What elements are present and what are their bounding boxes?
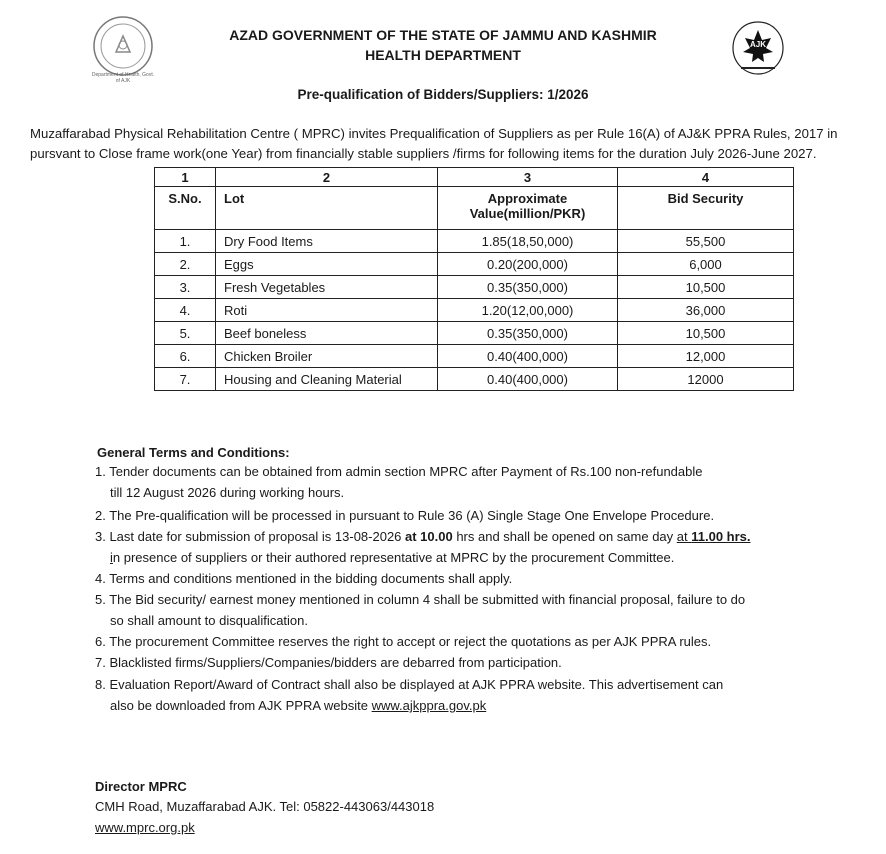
- term-5: [95, 589, 825, 631]
- term-3-text-mid: hrs and shall be opened on same day: [452, 529, 677, 544]
- value-cell: 0.35(350,000): [438, 322, 618, 345]
- table-row: [155, 368, 794, 391]
- table-row: [155, 299, 794, 322]
- security-cell: 10,500: [618, 276, 794, 299]
- term-8-line-2: [95, 695, 825, 716]
- term-7: 7. Blacklisted firms/Suppliers/Companies/bidders are debarred from participation.: [95, 655, 562, 670]
- lot-cell: Dry Food Items: [216, 230, 438, 253]
- sno-cell: 3.: [155, 276, 216, 299]
- seal-caption: Department of Health, Govt. of AJK: [91, 72, 155, 84]
- security-cell: 10,500: [618, 322, 794, 345]
- sno-cell: 6.: [155, 345, 216, 368]
- term-1-line-2: till 12 August 2026 during working hours.: [110, 485, 345, 500]
- security-cell: 36,000: [618, 299, 794, 322]
- term-1-line-1: 1. Tender documents can be obtained from admin section MPRC after Payment of Rs.100 non-refundable: [95, 464, 703, 479]
- value-header-line-1: Approximate: [487, 191, 568, 206]
- sno-cell: 5.: [155, 322, 216, 345]
- ajk-emblem-logo: [727, 18, 797, 88]
- emblem-label: AJK: [749, 40, 766, 49]
- health-department-seal-logo: [88, 14, 158, 84]
- term-3-at-underlined: at: [676, 529, 692, 544]
- term-3-line-2-text: n presence of suppliers or their authored representative at MPRC by the procurement Committee.: [112, 550, 675, 565]
- value-cell: 0.20(200,000): [438, 253, 618, 276]
- table-header-row: [155, 187, 794, 230]
- value-cell: 0.40(400,000): [438, 368, 618, 391]
- value-cell: 1.20(12,00,000): [438, 299, 618, 322]
- value-cell: 0.35(350,000): [438, 276, 618, 299]
- column-number-row: [155, 168, 794, 187]
- term-1: [95, 461, 825, 503]
- lot-header: Lot: [216, 187, 438, 230]
- term-3-line-2: [95, 547, 825, 568]
- lot-cell: Fresh Vegetables: [216, 276, 438, 299]
- column-number: 1: [155, 168, 216, 187]
- value-header-line-2: Value(million/PKR): [469, 206, 586, 221]
- lot-cell: Roti: [216, 299, 438, 322]
- column-number: 4: [618, 168, 794, 187]
- security-cell: 55,500: [618, 230, 794, 253]
- sno-cell: 1.: [155, 230, 216, 253]
- ajkppra-website-link[interactable]: www.ajkppra.gov.pk: [371, 698, 487, 713]
- notice-title: Pre-qualification of Bidders/Suppliers: 1/2026: [297, 87, 589, 102]
- value-cell: 0.40(400,000): [438, 345, 618, 368]
- term-3: [95, 526, 825, 568]
- intro-line-1: Muzaffarabad Physical Rehabilitation Centre ( MPRC) invites Prequalification of Suppliers as per Rule 16(A) of AJ&K PPRA Rules, 2017 in: [30, 126, 838, 141]
- term-4: 4. Terms and conditions mentioned in the bidding documents shall apply.: [95, 571, 513, 586]
- table-row: [155, 253, 794, 276]
- column-number: 3: [438, 168, 618, 187]
- bid-security-header: Bid Security: [618, 187, 794, 230]
- lot-cell: Beef boneless: [216, 322, 438, 345]
- term-8-text: also be downloaded from AJK PPRA website: [110, 698, 372, 713]
- term-8: [95, 674, 825, 716]
- security-cell: 12000: [618, 368, 794, 391]
- term-6: 6. The procurement Committee reserves the right to accept or reject the quotations as per AJK PPRA rules.: [95, 634, 712, 649]
- lot-cell: Eggs: [216, 253, 438, 276]
- value-header: [438, 187, 618, 230]
- sno-cell: 2.: [155, 253, 216, 276]
- security-cell: 12,000: [618, 345, 794, 368]
- term-5-line-1: 5. The Bid security/ earnest money mentioned in column 4 shall be submitted with financial proposal, failure to do: [95, 592, 746, 607]
- term-2: 2. The Pre-qualification will be processed in pursuant to Rule 36 (A) Single Stage One Envelope Procedure.: [95, 508, 715, 523]
- director-title: Director MPRC: [95, 779, 187, 794]
- department-title: HEALTH DEPARTMENT: [365, 47, 521, 63]
- director-address: CMH Road, Muzaffarabad AJK. Tel: 05822-443063/443018: [95, 799, 435, 814]
- term-3-i-underlined: i: [110, 550, 113, 565]
- value-cell: 1.85(18,50,000): [438, 230, 618, 253]
- table-row: [155, 276, 794, 299]
- table-row: [155, 230, 794, 253]
- term-3-time-bold: at 10.00: [405, 529, 453, 544]
- sno-cell: 7.: [155, 368, 216, 391]
- table-row: [155, 322, 794, 345]
- term-5-line-2: so shall amount to disqualification.: [110, 613, 309, 628]
- term-3-time2-bold: 11.00 hrs.: [691, 529, 751, 544]
- mprc-website-link[interactable]: www.mprc.org.pk: [95, 820, 195, 835]
- sno-cell: 4.: [155, 299, 216, 322]
- table-row: [155, 345, 794, 368]
- term-3-line-1: [95, 526, 825, 547]
- term-3-text: 3. Last date for submission of proposal is 13-08-2026: [95, 529, 406, 544]
- lot-cell: Housing and Cleaning Material: [216, 368, 438, 391]
- sno-header: S.No.: [155, 187, 216, 230]
- intro-line-2: pursvant to Close frame work(one Year) from financially stable suppliers /firms for following items for the duration July 2026-June 2027.: [30, 146, 817, 161]
- terms-title: General Terms and Conditions:: [97, 445, 290, 460]
- bid-items-table: [154, 167, 794, 391]
- column-number: 2: [216, 168, 438, 187]
- security-cell: 6,000: [618, 253, 794, 276]
- government-title: AZAD GOVERNMENT OF THE STATE OF JAMMU AND KASHMIR: [229, 27, 657, 43]
- lot-cell: Chicken Broiler: [216, 345, 438, 368]
- term-8-line-1: 8. Evaluation Report/Award of Contract shall also be displayed at AJK PPRA website. This advertisement can: [95, 677, 724, 692]
